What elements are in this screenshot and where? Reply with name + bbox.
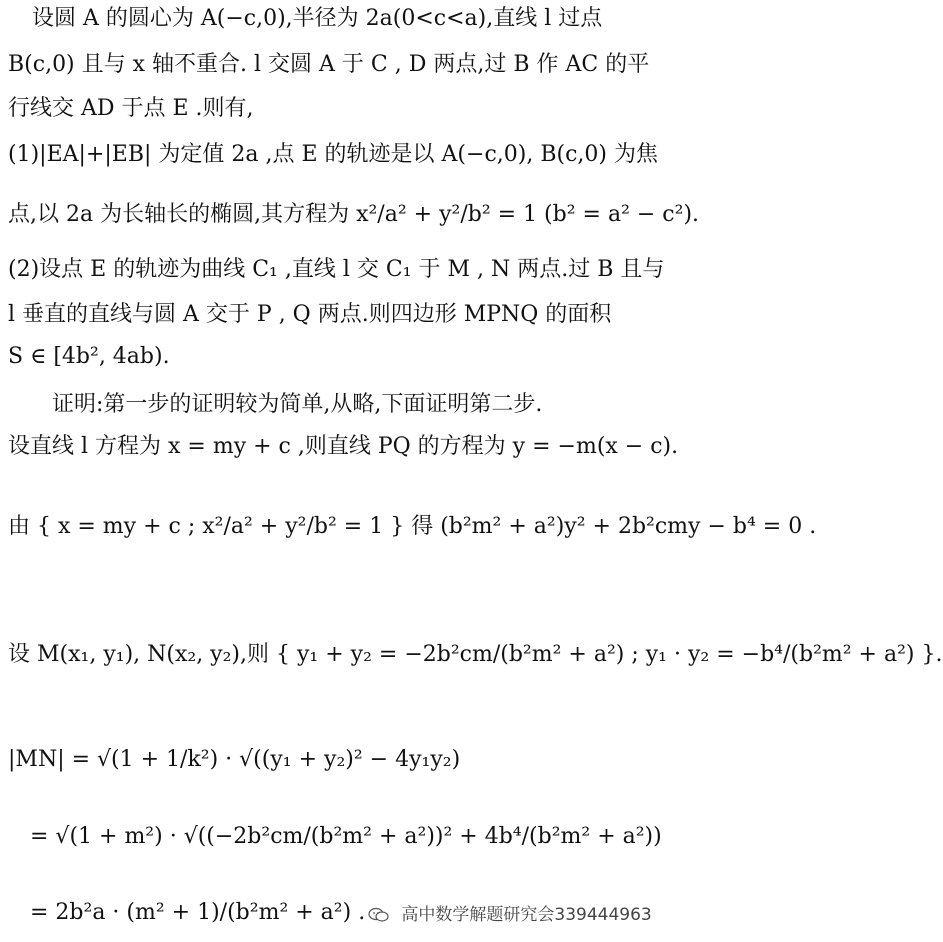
line-8: S ∈ [4b², 4ab). bbox=[8, 344, 170, 369]
wechat-icon bbox=[368, 907, 390, 923]
line-2: B(c,0) 且与 x 轴不重合. l 交圆 A 于 C , D 两点,过 B 作 AC 的平 bbox=[8, 52, 650, 77]
mn-line-3: = 2b²a · (m² + 1)/(b²m² + a²) . bbox=[30, 900, 366, 925]
vieta-line: 设 M(x₁, y₁), N(x₂, y₂),则 { y₁ + y₂ = −2b²cm/(b²m² + a²) ; y₁ · y₂ = −b⁴/(b²m² + a²) }. bbox=[8, 642, 943, 667]
line-5: 点,以 2a 为长轴长的椭圆,其方程为 x²/a² + y²/b² = 1 (b² = a² − c²). bbox=[8, 202, 700, 227]
system-line: 由 { x = my + c ; x²/a² + y²/b² = 1 } 得 (b²m² + a²)y² + 2b²cmy − b⁴ = 0 . bbox=[8, 514, 817, 539]
proof-line: 证明:第一步的证明较为简单,从略,下面证明第二步. bbox=[52, 392, 543, 417]
line-1: 设圆 A 的圆心为 A(−c,0),半径为 2a(0<c<a),直线 l 过点 bbox=[32, 6, 603, 31]
line-7: l 垂直的直线与圆 A 交于 P , Q 两点.则四边形 MPNQ 的面积 bbox=[8, 302, 612, 327]
watermark bbox=[368, 900, 652, 925]
watermark-text: 高中数学解题研究会339444963 bbox=[401, 905, 652, 925]
line-4: (1)|EA|+|EB| 为定值 2a ,点 E 的轨迹是以 A(−c,0), B(c,0) 为焦 bbox=[8, 142, 658, 167]
line-6: (2)设点 E 的轨迹为曲线 C₁ ,直线 l 交 C₁ 于 M , N 两点.过 B 且与 bbox=[8, 257, 665, 282]
line-3: 行线交 AD 于点 E .则有, bbox=[8, 96, 254, 121]
mn-line-2: = √(1 + m²) · √((−2b²cm/(b²m² + a²))² + 4b⁴/(b²m² + a²)) bbox=[30, 824, 662, 849]
mn-line-1: |MN| = √(1 + 1/k²) · √((y₁ + y₂)² − 4y₁y₂) bbox=[8, 747, 461, 772]
line-10: 设直线 l 方程为 x = my + c ,则直线 PQ 的方程为 y = −m(x − c). bbox=[8, 434, 679, 459]
